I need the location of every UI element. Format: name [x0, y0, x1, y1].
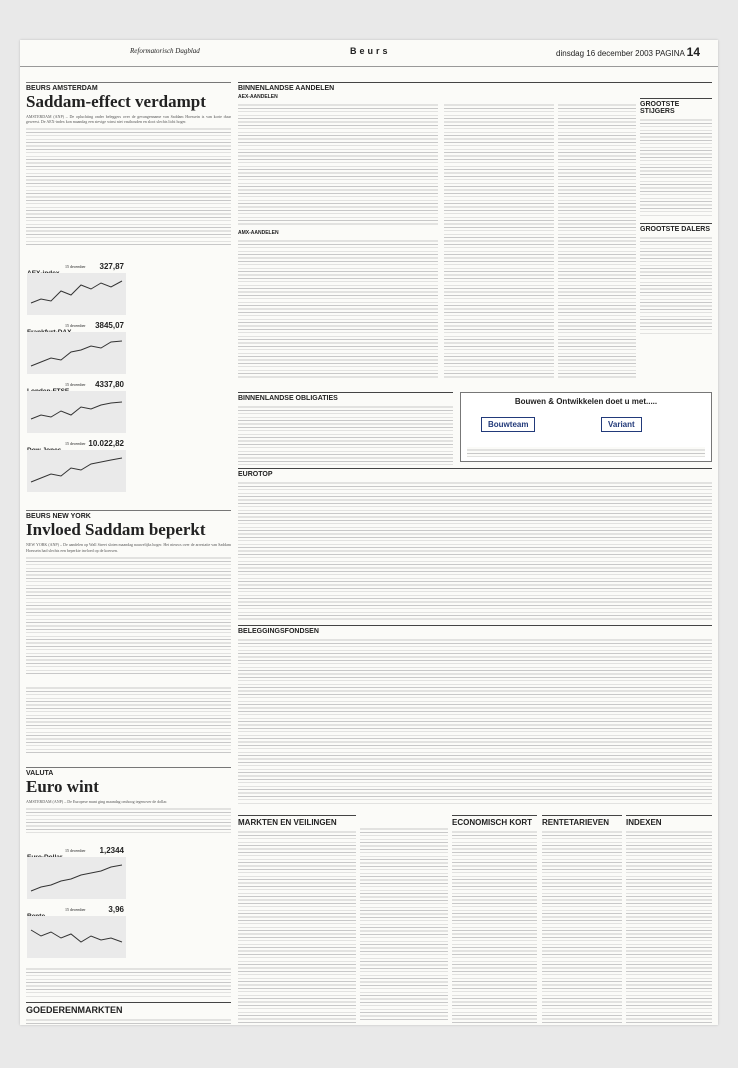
page-header	[20, 40, 718, 67]
chart-aex: 15 december 327,87	[27, 262, 126, 317]
amx-title: AMX-AANDELEN	[238, 230, 279, 236]
page-date: dinsdag 16 december 2003 PAGINA 14	[556, 45, 700, 59]
index-charts	[26, 260, 231, 496]
article1-lede: AMSTERDAM (ANP) – De opluchting onder beleggers over de gevangenname van Saddam Hoessein is van korte duur geweest. De AEX-index kon maandag een stevige winst niet vasthouden en sloot slechts licht hoger.	[26, 114, 231, 125]
aex-table	[238, 102, 438, 227]
vreemd-geld-table	[26, 966, 231, 998]
overige-aandelen-2	[558, 102, 636, 378]
ad-brand-bouwteam: Bouwteam	[481, 417, 535, 432]
ad-brand-variant: Variant	[601, 417, 642, 432]
section-title: Beurs	[350, 46, 391, 56]
fondsen-table	[238, 637, 712, 805]
dalers-title: GROOTSTE DALERS	[640, 223, 712, 233]
chart-euro-dollar: 15 december 1,2344	[27, 846, 126, 901]
markten-title: MARKTEN EN VEILINGEN	[238, 815, 356, 827]
fondsen-title: BELEGGINGSFONDSEN	[238, 625, 712, 635]
indexen-title: INDEXEN	[626, 815, 712, 827]
fondsen-block	[238, 625, 712, 805]
rentetarieven-title: RENTETARIEVEN	[542, 815, 622, 827]
left-column	[26, 82, 231, 1025]
article3-kicker: VALUTA	[26, 767, 231, 777]
article1-headline: Saddam-effect verdampt	[26, 92, 206, 111]
goederenmarkten-title: GOEDERENMARKTEN	[26, 1002, 231, 1015]
ad-title: Bouwen & Ontwikkelen doet u met.....	[514, 397, 658, 406]
eurotop-title: EUROTOP	[238, 468, 712, 478]
economisch-kort-body	[452, 829, 537, 1024]
newspaper-page	[20, 40, 718, 1025]
eurotop-block	[238, 468, 712, 620]
stijgers-block	[640, 98, 712, 335]
advertisement	[460, 392, 712, 462]
ad-contact	[467, 447, 705, 457]
aex-title: AEX-AANDELEN	[238, 94, 278, 100]
stijgers-table	[640, 117, 712, 217]
economisch-kort-title: ECONOMISCH KORT	[452, 815, 537, 827]
rentetarieven-table	[542, 829, 622, 1024]
overige-aandelen-1	[444, 102, 554, 378]
obligaties-block	[238, 392, 453, 466]
binnenland-title: BINNENLANDSE AANDELEN	[238, 82, 712, 92]
chart-dow: 15 december 10.022,82	[27, 439, 126, 494]
goederenmarkten-table	[26, 1017, 231, 1025]
publication-name: Reformatorisch Dagblad	[130, 47, 200, 55]
article2-kicker: BEURS NEW YORK	[26, 510, 231, 520]
stijgers-title: GROOTSTE STIJGERS	[640, 98, 712, 115]
article2-headline: Invloed Saddam beperkt	[26, 520, 206, 540]
markten-body-2	[360, 826, 448, 1021]
chart-rente: 15 december 3,96	[27, 905, 126, 960]
article2-lede: NEW YORK (ANP) – De aandelen op Wall Street sloten maandag nauwelijks hoger. Het nieuws over de arrestatie van Saddam Hoessein had slechts een beperkte invloed op de koersen.	[26, 542, 231, 553]
amerikaanse-koersen-table	[26, 685, 231, 755]
article1-body	[26, 126, 231, 246]
indexen-block	[626, 815, 712, 1024]
amx-table	[238, 238, 438, 378]
article1-kicker: BEURS AMSTERDAM	[26, 82, 231, 92]
obligaties-table	[238, 404, 453, 466]
valuta-charts	[26, 844, 231, 962]
article3-lede: AMSTERDAM (ANP) – De Europese munt ging maandag omhoog tegenover de dollar.	[26, 798, 168, 804]
economisch-kort-block	[452, 815, 537, 1024]
eurotop-table	[238, 480, 712, 620]
article3-body	[26, 806, 231, 836]
markten-body	[238, 829, 356, 1024]
article3-headline: Euro wint	[26, 776, 99, 796]
chart-dax: 15 december 3845,07	[27, 321, 126, 376]
rentetarieven-block	[542, 815, 622, 1024]
dalers-table	[640, 235, 712, 335]
chart-ftse: 15 december 4337,80	[27, 380, 126, 435]
indexen-table	[626, 829, 712, 1024]
markten-block	[238, 815, 356, 1024]
obligaties-title: BINNENLANDSE OBLIGATIES	[238, 392, 453, 402]
article2-body	[26, 555, 231, 675]
